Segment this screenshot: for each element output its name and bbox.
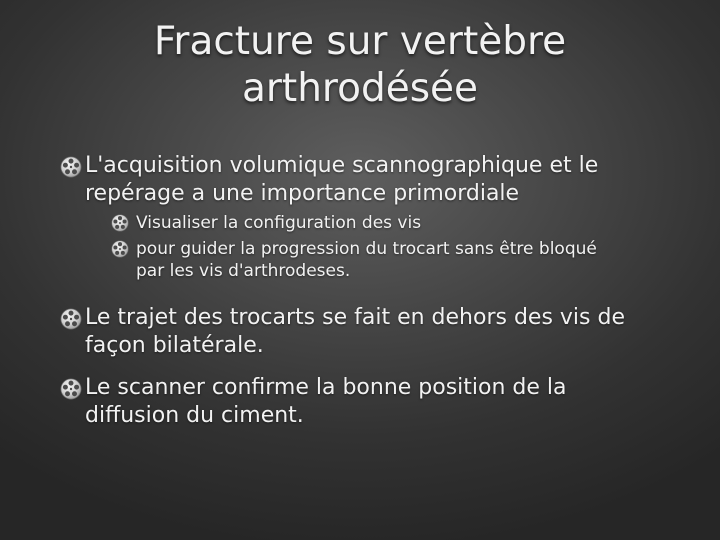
sub-bullet-text-line: par les vis d'arthrodeses. [136, 261, 351, 281]
bullet-text-line: Le scanner confirme la bonne position de la [85, 375, 567, 400]
film-reel-icon [60, 308, 82, 330]
sub-bullet-item [111, 238, 680, 282]
bullet-text-line: repérage a une importance primordiale [85, 181, 520, 206]
bullet-item [60, 152, 680, 282]
bullet-text-line: Le trajet des trocarts se fait en dehors des vis de [85, 305, 625, 330]
slide-title [40, 18, 680, 112]
sub-bullet-item [111, 212, 680, 234]
film-reel-icon [111, 240, 129, 258]
bullet-item [60, 374, 680, 430]
film-reel-icon [60, 378, 82, 400]
slide-content [60, 152, 680, 430]
bullet-item [60, 304, 680, 360]
sub-bullet-text-line: pour guider la progression du trocart sans être bloqué [136, 239, 597, 259]
film-reel-icon [111, 214, 129, 232]
slide-title-line: Fracture sur vertèbre [153, 19, 567, 64]
sub-bullet-list [85, 212, 680, 282]
film-reel-icon [60, 156, 82, 178]
bullet-text-line: façon bilatérale. [85, 333, 264, 358]
sub-bullet-text-line: Visualiser la configuration des vis [136, 213, 422, 233]
slide-title-line: arthrodésée [241, 66, 479, 111]
bullet-text-line: diffusion du ciment. [85, 403, 304, 428]
bullet-text-line: L'acquisition volumique scannographique et le [85, 153, 599, 178]
